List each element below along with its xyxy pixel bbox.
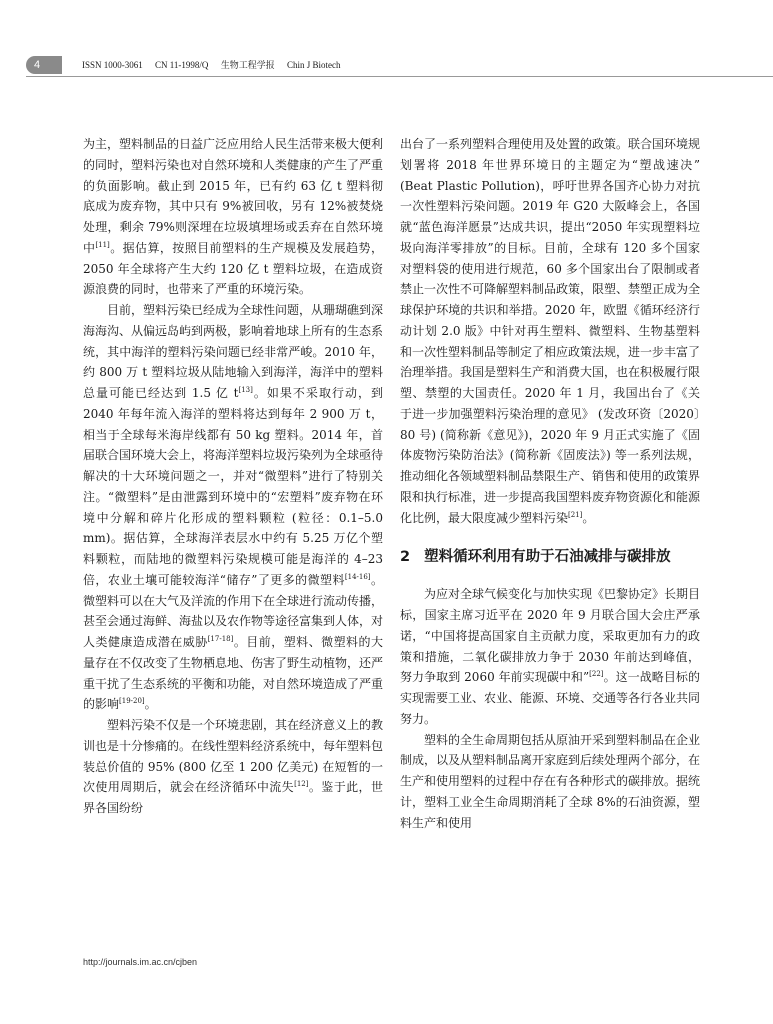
paragraph: 塑料的全生命周期包括从原油开采到塑料制品在企业制成，以及从塑料制品离开家庭到后续处理两个部分，在生产和使用塑料的过程中存在有各种形式的碳排放。据统计，塑料工业全生命周期消耗了全球 8%的石油资源，塑料生产和使用 <box>400 732 701 830</box>
paragraph: 目前，塑料污染已经成为全球性问题，从珊瑚礁到深海海沟、从偏远岛屿到两极，影响着地球上所有的生态系统，其中海洋的塑料污染问题已经非常严峻。2010 年，约 800 万 t 塑料垃圾从陆地输入到海洋，海洋中的塑料总量可能已经达到 1.5 亿 t[13]。如果不采取行动，到 2040 年每年流入海洋的塑料将达到每年 2 900 万 t，相当于全球每米海岸线都有 50 kg 塑料。2014 年，首届联合国环境大会上，将海洋塑料垃圾污染列为全球亟待解决的十大环境问题之一，并对“微塑料”进行了特别关注。“微塑料”是由泄露到环境中的“宏塑料”废弃物在环境中分解和碎片化形成的塑料颗粒 (粒径：0.1–5.0 mm)。据估算，全球海洋表层水中约有 5.25 万亿个塑料颗粒，而陆地的微塑料污染规模可能是海洋的 4–23 倍，农业土壤可能较海洋“储存”了更多的微塑料[14-16]。微塑料可以在大气及洋流的作用下在全球进行流动传播，甚至会通过海鲜、海盐以及农作物等途径富集到人体，对人类健康造成潜在威胁[17-18]。目前，塑料、微塑料的大量存在不仅改变了生物栖息地、伤害了野生动植物，还严重干扰了生态系统的平衡和功能，对自然环境造成了严重的影响[19-20]。 <box>83 303 384 712</box>
page-number: 4 <box>26 56 62 74</box>
citation[interactable]: [22] <box>589 670 604 679</box>
left-column <box>83 134 383 819</box>
running-header <box>26 55 773 75</box>
citation[interactable]: [19-20] <box>119 697 145 706</box>
citation[interactable]: [21] <box>568 510 583 519</box>
journal-info <box>82 58 350 71</box>
citation[interactable]: [14-16] <box>344 572 371 581</box>
issn: ISSN 1000-3061 <box>82 60 143 70</box>
citation[interactable]: [12] <box>294 780 309 789</box>
paragraph: 出台了一系列塑料合理使用及处置的政策。联合国环境规划署将 2018 年世界环境日的主题定为“塑战速决” (Beat Plastic Pollution)，呼吁世界各国齐心协力对抗一次性塑料污染问题。2019 年 G20 大阪峰会上，各国就“蓝色海洋愿景”达成共识，提出“2050 年实现塑料垃圾向海洋零排放”的目标。目前，全球有 120 多个国家对塑料袋的使用进行规范，60 多个国家出台了限制或者禁止一次性不可降解塑料制品政策，限塑、禁塑正成为全球保护环境的共识和举措。2020 年，欧盟《循环经济行动计划 2.0 版》中针对再生塑料、微塑料、生物基塑料和一次性塑料制品等制定了相应政策法规，进一步丰富了治理举措。我国是塑料生产和消费大国，也在积极履行限塑、禁塑的大国责任。2020 年 1 月，我国出台了《关于进一步加强塑料污染治理的意见》 (发改环资〔2020〕80 号) (简称新《意见》)，2020 年 9 月正式实施了《固体废物污染防治法》(简称新《固废法》) 等一系列法规，推动细化各领域塑料制品禁限生产、销售和使用的政策界限和执行标准，进一步提高我国塑料废弃物资源化和能源化比例，最大限度减少塑料污染[21]。 <box>400 137 701 525</box>
right-column <box>400 134 700 833</box>
paragraph: 为应对全球气候变化与加快实现《巴黎协定》长期目标，国家主席习近平在 2020 年 9 月联合国大会庄严承诺，“中国将提高国家自主贡献力度，采取更加有力的政策和措施，二氧化碳排放力争于 2030 年前达到峰值，努力争取到 2060 年前实现碳中和”[22]。这一战略目标的实现需要工业、农业、能源、环境、交通等各行各业共同努力。 <box>400 587 701 726</box>
section-title: 塑料循环利用有助于石油减排与碳排放 <box>424 549 671 566</box>
citation[interactable]: [13] <box>238 386 253 394</box>
citation[interactable]: [11] <box>95 240 110 249</box>
journal-name-cn: 生物工程学报 <box>220 60 275 70</box>
journal-name-en: Chin J Biotech <box>286 60 341 70</box>
paragraph: 为主，塑料制品的日益广泛应用给人民生活带来极大便利的同时，塑料污染也对自然环境和人类健康的产生了严重的负面影响。截止到 2015 年，已有约 63 亿 t 塑料彻底成为废弃物，其中只有 9%被回收，另有 12%被焚烧处理，剩余 79%则深埋在垃圾填埋场或丢弃在自然环境中[11]。据估算，按照目前塑料的生产规模及发展趋势，2050 年全球将产生大约 120 亿 t 塑料垃圾，在造成资源浪费的同时，也带来了严重的环境污染。 <box>83 137 384 297</box>
cn-number: CN 11-1998/Q <box>155 60 209 70</box>
paragraph: 塑料污染不仅是一个环境悲剧，其在经济意义上的教训也是十分惨痛的。在线性塑料经济系统中，每年塑料包装总价值的 95% (800 亿至 1 200 亿美元) 在短暂的一次使用周期后，就会在经济循环中流失[12]。鉴于此，世界各国纷纷 <box>83 718 384 815</box>
section-heading <box>400 547 700 567</box>
section-number: 2 <box>400 549 411 566</box>
header-rule <box>26 76 773 77</box>
citation[interactable]: [17-18] <box>207 635 234 643</box>
footer-url[interactable]: http://journals.im.ac.cn/cjben <box>83 957 198 967</box>
